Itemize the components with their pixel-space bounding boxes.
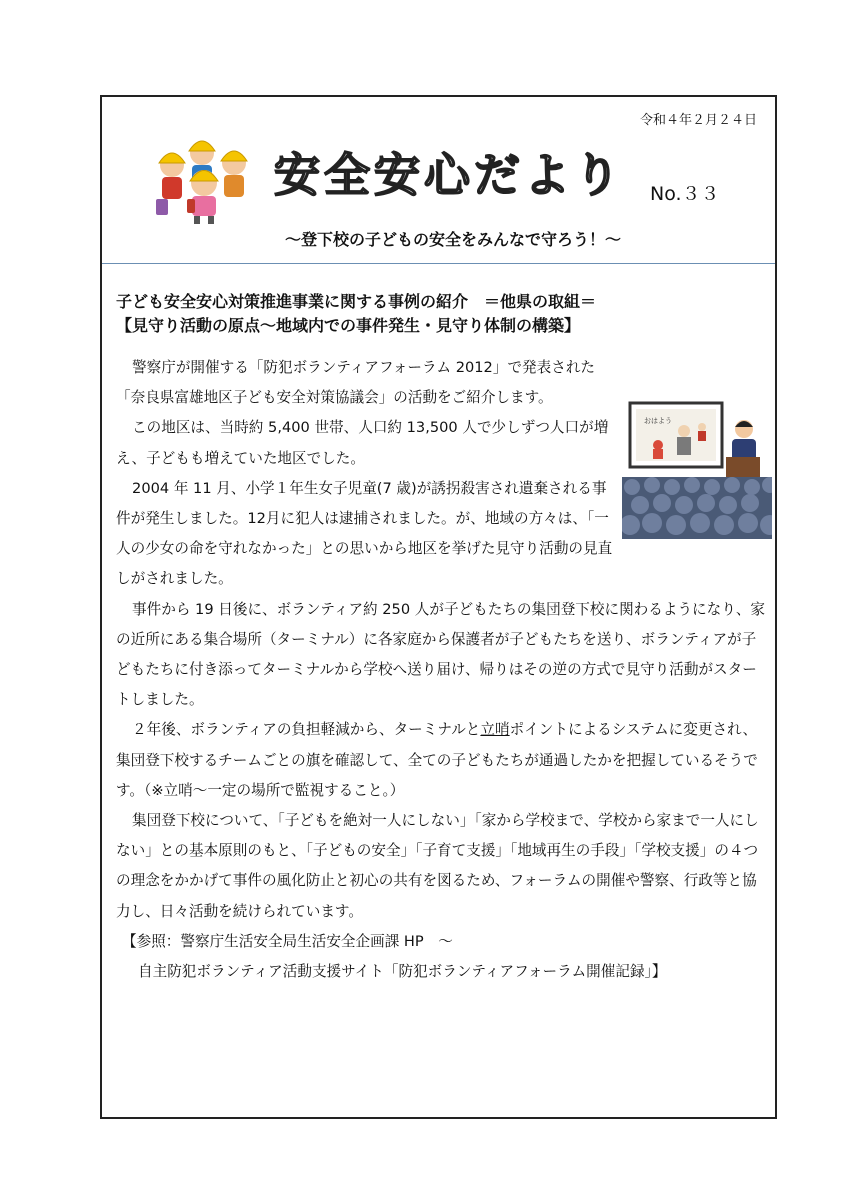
presentation-illustration bbox=[622, 399, 772, 539]
underlined-term: 立哨 bbox=[480, 721, 510, 739]
header-divider bbox=[102, 263, 775, 264]
paragraph: 警察庁が開催する「防犯ボランティアフォーラム 2012」で発表された「奈良県富雄地区子ども安全対策協議会」の活動をご紹介します。 bbox=[116, 359, 596, 407]
paragraph: 事件から 19 日後に、ボランティア約 250 人が子どもたちの集団登下校に関わるようになり、家の近所にある集合場所（ターミナル）に各家庭から保護者が子どもたちを送り、ボランティアが子どもたちに付き添ってターミナルから学校へ送り届け、帰りはその逆の方式で見守り活動がスタートしました。 bbox=[116, 600, 766, 709]
newsletter-title: 安全安心だより bbox=[274, 148, 624, 202]
paragraph-text: ２年後、ボランティアの負担軽減から、ターミナルと bbox=[132, 721, 481, 739]
article-body bbox=[116, 353, 766, 987]
paragraph bbox=[116, 715, 766, 806]
reference-line: 自主防犯ボランティア活動支援サイト「防犯ボランティアフォーラム開催記録」】 bbox=[138, 963, 667, 981]
paragraph-text: ポイントによるシステムに変更され、集団登下校するチームごとの旗を確認して、全ての子どもたちが通過したかを把握しているそうです。（※立哨～一定の場所で監視すること。） bbox=[116, 721, 758, 799]
article-subheading: 【見守り活動の原点～地域内での事件発生・見守り体制の構築】 bbox=[116, 316, 581, 335]
article-heading: 子ども安全安心対策推進事業に関する事例の紹介 ＝他県の取組＝ bbox=[116, 292, 597, 311]
reference-line: 【参照：警察庁生活安全局生活安全企画課 HP ～ bbox=[122, 932, 453, 950]
issue-number: No.３３ bbox=[650, 183, 720, 205]
children-helmets-illustration bbox=[142, 127, 257, 227]
newsletter-frame bbox=[100, 95, 777, 1119]
paragraph: 2004 年 11 月、小学１年生女子児童(7 歳)が誘拐殺害され遺棄される事件が発生しました。12月に犯人は逮捕されました。が、地域の方々は、「一人の少女の命を守れなかった」との思いから地区を挙げた見守り活動の見直しがされました。 bbox=[116, 479, 613, 588]
paragraph: この地区は、当時約 5,400 世帯、人口約 13,500 人で少しずつ人口が増え、子どもも増えていた地区でした。 bbox=[116, 419, 609, 467]
paragraph: 集団登下校について、「子どもを絶対一人にしない」「家から学校まで、学校から家まで一人にしない」との基本原則のもと、「子どもの安全」「子育て支援」「地域再生の手段」「学校支援」の４つの理念をかかげて事件の風化防止と初心の共有を図るため、フォーラムの開催や警察、行政等と協力し、日々活動を続けられています。 bbox=[116, 812, 759, 920]
issue-date: 令和４年２月２４日 bbox=[639, 113, 757, 128]
newsletter-subtitle: ～登下校の子どもの安全をみんなで守ろう！～ bbox=[285, 230, 622, 249]
screen-text: おはよう bbox=[644, 417, 672, 425]
